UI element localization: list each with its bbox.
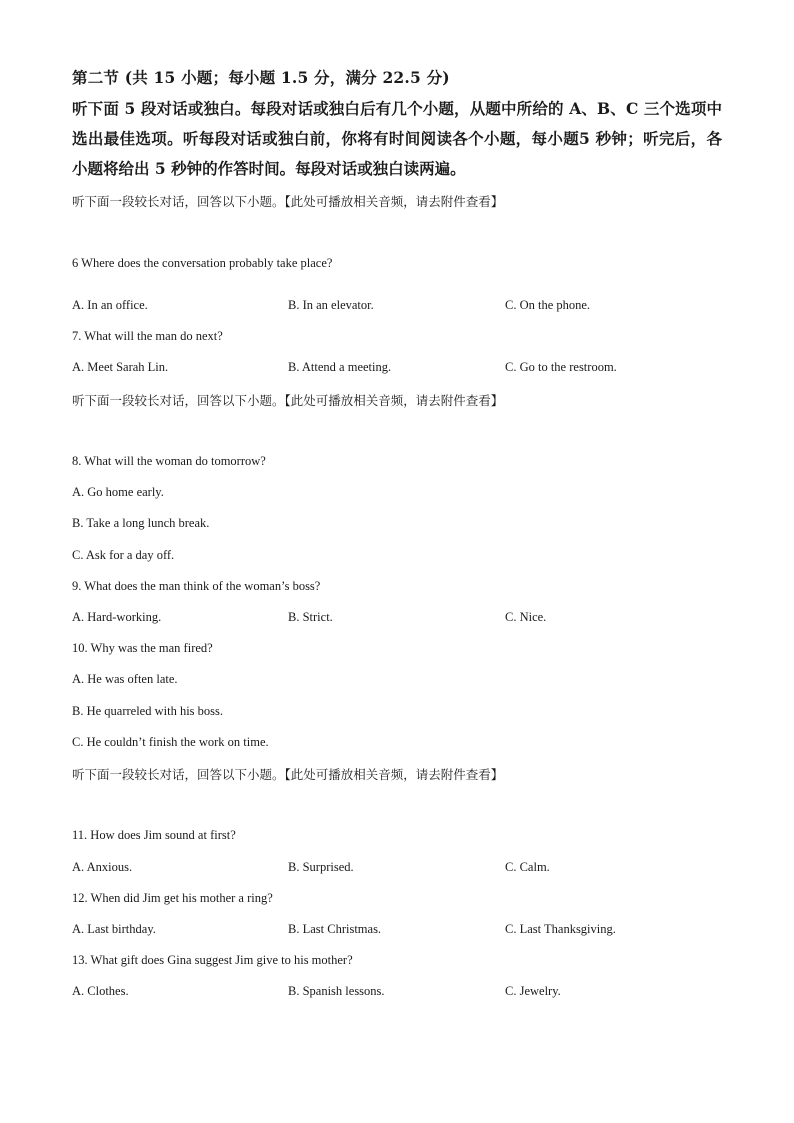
section-title: 第二节 (共 15 小题；每小题 1.5 分，满分 22.5 分) (72, 68, 450, 87)
audio-note: 听下面一段较长对话，回答以下小题。【此处可播放相关音频，请去附件查看】 (72, 194, 504, 209)
option-a: A. Hard-working. (72, 610, 162, 624)
option-a: A. He was often late. (72, 672, 178, 686)
option-b: B. In an elevator. (288, 298, 374, 312)
option-a: A. Go home early. (72, 485, 164, 499)
option-c: C. Go to the restroom. (505, 360, 617, 374)
option-b: B. Attend a meeting. (288, 360, 392, 374)
option-c: C. Last Thanksgiving. (505, 922, 616, 936)
option-a: A. Meet Sarah Lin. (72, 360, 169, 374)
option-a: A. Clothes. (72, 984, 129, 998)
option-c: C. On the phone. (505, 298, 591, 312)
section-instructions: 听下面 5 段对话或独白。每段对话或独白后有几个小题，从题中所给的 A、B、C 三个选项中选出最佳选项。听每段对话或独白前，你将有时间阅读各个小题，每小题5 秒钟；听完后，各小题将给出 5 秒钟的作答时间。每段对话或独白读两遍。 (72, 99, 722, 178)
question-stem: 9. What does the man think of the woman’s boss? (72, 579, 321, 593)
option-b: B. Take a long lunch break. (72, 516, 210, 530)
option-c: C. Ask for a day off. (72, 548, 175, 562)
option-a: A. In an office. (72, 298, 148, 312)
option-b: B. Last Christmas. (288, 922, 382, 936)
option-b: B. He quarreled with his boss. (72, 704, 224, 718)
option-c: C. Jewelry. (505, 984, 561, 998)
option-b: B. Spanish lessons. (288, 984, 385, 998)
option-a: A. Last birthday. (72, 922, 156, 936)
question-stem: 8. What will the woman do tomorrow? (72, 454, 266, 468)
question-stem: 11. How does Jim sound at first? (72, 828, 236, 842)
question-stem: 7. What will the man do next? (72, 329, 223, 343)
audio-note: 听下面一段较长对话，回答以下小题。【此处可播放相关音频，请去附件查看】 (72, 767, 504, 782)
question-stem: 13. What gift does Gina suggest Jim give to his mother? (72, 953, 353, 967)
question-stem: 6 Where does the conversation probably take place? (72, 256, 333, 270)
option-c: C. Nice. (505, 610, 547, 624)
option-c: C. He couldn’t finish the work on time. (72, 735, 269, 749)
option-a: A. Anxious. (72, 860, 133, 874)
audio-note: 听下面一段较长对话，回答以下小题。【此处可播放相关音频，请去附件查看】 (72, 393, 504, 408)
option-c: C. Calm. (505, 860, 550, 874)
option-b: B. Surprised. (288, 860, 354, 874)
question-stem: 12. When did Jim get his mother a ring? (72, 891, 273, 905)
question-stem: 10. Why was the man fired? (72, 641, 213, 655)
option-b: B. Strict. (288, 610, 333, 624)
